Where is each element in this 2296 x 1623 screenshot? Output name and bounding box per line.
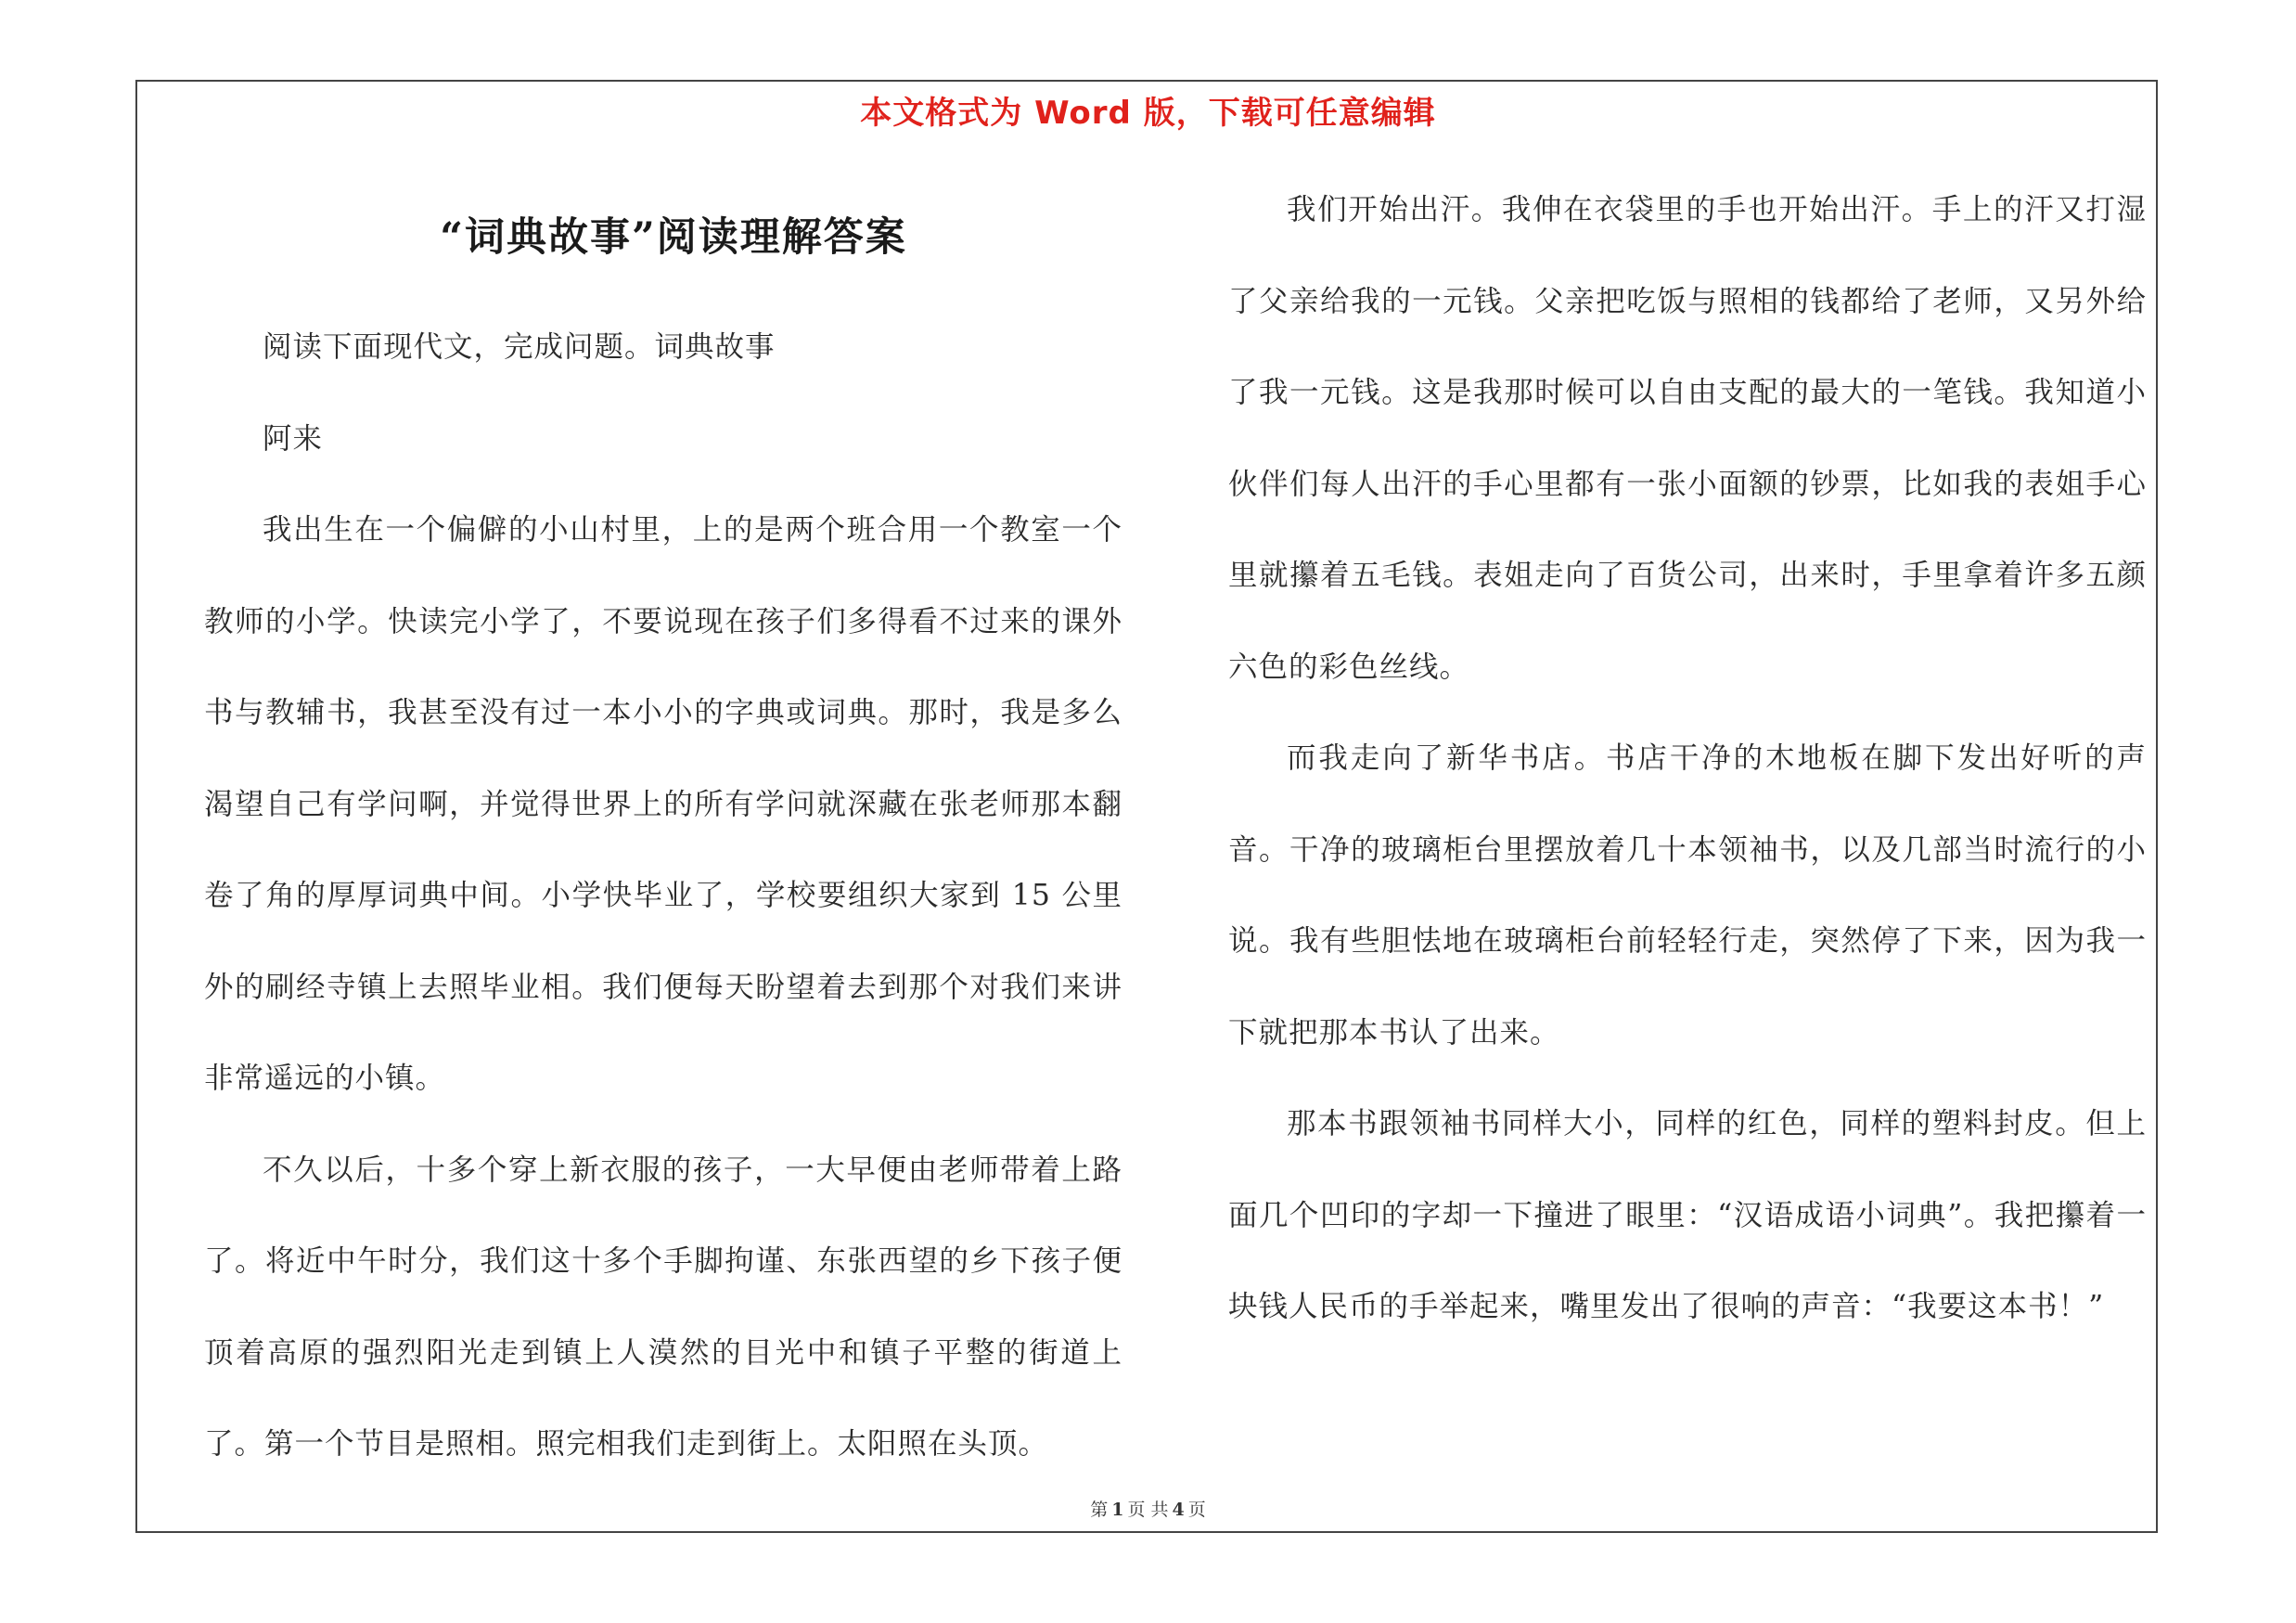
current-page-number: 1 xyxy=(1111,1500,1124,1520)
article-title: “词典故事”阅读理解答案 xyxy=(440,214,907,261)
page-footer xyxy=(0,1496,2296,1521)
left-column xyxy=(204,302,1122,1490)
body-paragraph: 我们开始出汗。我伸在衣袋里的手也开始出汗。手上的汗又打湿了父亲给我的一元钱。父亲把吃饭与照相的钱都给了老师，又另外给了我一元钱。这是我那时候可以自由支配的最大的一笔钱。我知道小伙伴们每人出汗的手心里都有一张小面额的钞票，比如我的表姐手心里就攥着五毛钱。表姐走向了百货公司，出来时，手里拿着许多五颜六色的彩色丝线。 xyxy=(1228,193,2147,684)
body-paragraph: 我出生在一个偏僻的小山村里，上的是两个班合用一个教室一个教师的小学。快读完小学了，不要说现在孩子们多得看不过来的课外书与教辅书，我甚至没有过一本小小的字典或词典。那时，我是多么渴望自己有学问啊，并觉得世界上的所有学问就深藏在张老师那本翻卷了角的厚厚词典中间。小学快毕业了，学校要组织大家到 15 公里外的刷经寺镇上去照毕业相。我们便每天盼望着去到那个对我们来讲非常遥远的小镇。 xyxy=(204,513,1122,1095)
footer-suffix: 页 xyxy=(1187,1500,1206,1520)
body-paragraph: 那本书跟领袖书同样大小，同样的红色，同样的塑料封皮。但上面几个凹印的字却一下撞进了眼里：“汉语成语小词典”。我把攥着一块钱人民币的手举起来，嘴里发出了很响的声音：“我要这本书！” xyxy=(1228,1107,2147,1323)
right-column xyxy=(1228,164,2147,1353)
intro-paragraph: 阅读下面现代文，完成问题。词典故事 xyxy=(263,330,776,364)
footer-middle: 页 共 xyxy=(1127,1500,1169,1520)
footer-prefix: 第 xyxy=(1090,1500,1109,1520)
body-paragraph: 而我走向了新华书店。书店干净的木地板在脚下发出好听的声音。干净的玻璃柜台里摆放着几十本领袖书，以及几部当时流行的小说。我有些胆怯地在玻璃柜台前轻轻行走，突然停了下来，因为我一下就把那本书认了出来。 xyxy=(1228,741,2147,1050)
total-pages-number: 4 xyxy=(1172,1500,1185,1520)
body-paragraph: 不久以后，十多个穿上新衣服的孩子，一大早便由老师带着上路了。将近中午时分，我们这十多个手脚拘谨、东张西望的乡下孩子便顶着高原的强烈阳光走到镇上人漠然的目光中和镇子平整的街道上了。第一个节目是照相。照完相我们走到街上。太阳照在头顶。 xyxy=(204,1153,1122,1461)
author-line: 阿来 xyxy=(263,421,324,456)
format-banner: 本文格式为 Word 版，下载可任意编辑 xyxy=(860,95,1436,132)
